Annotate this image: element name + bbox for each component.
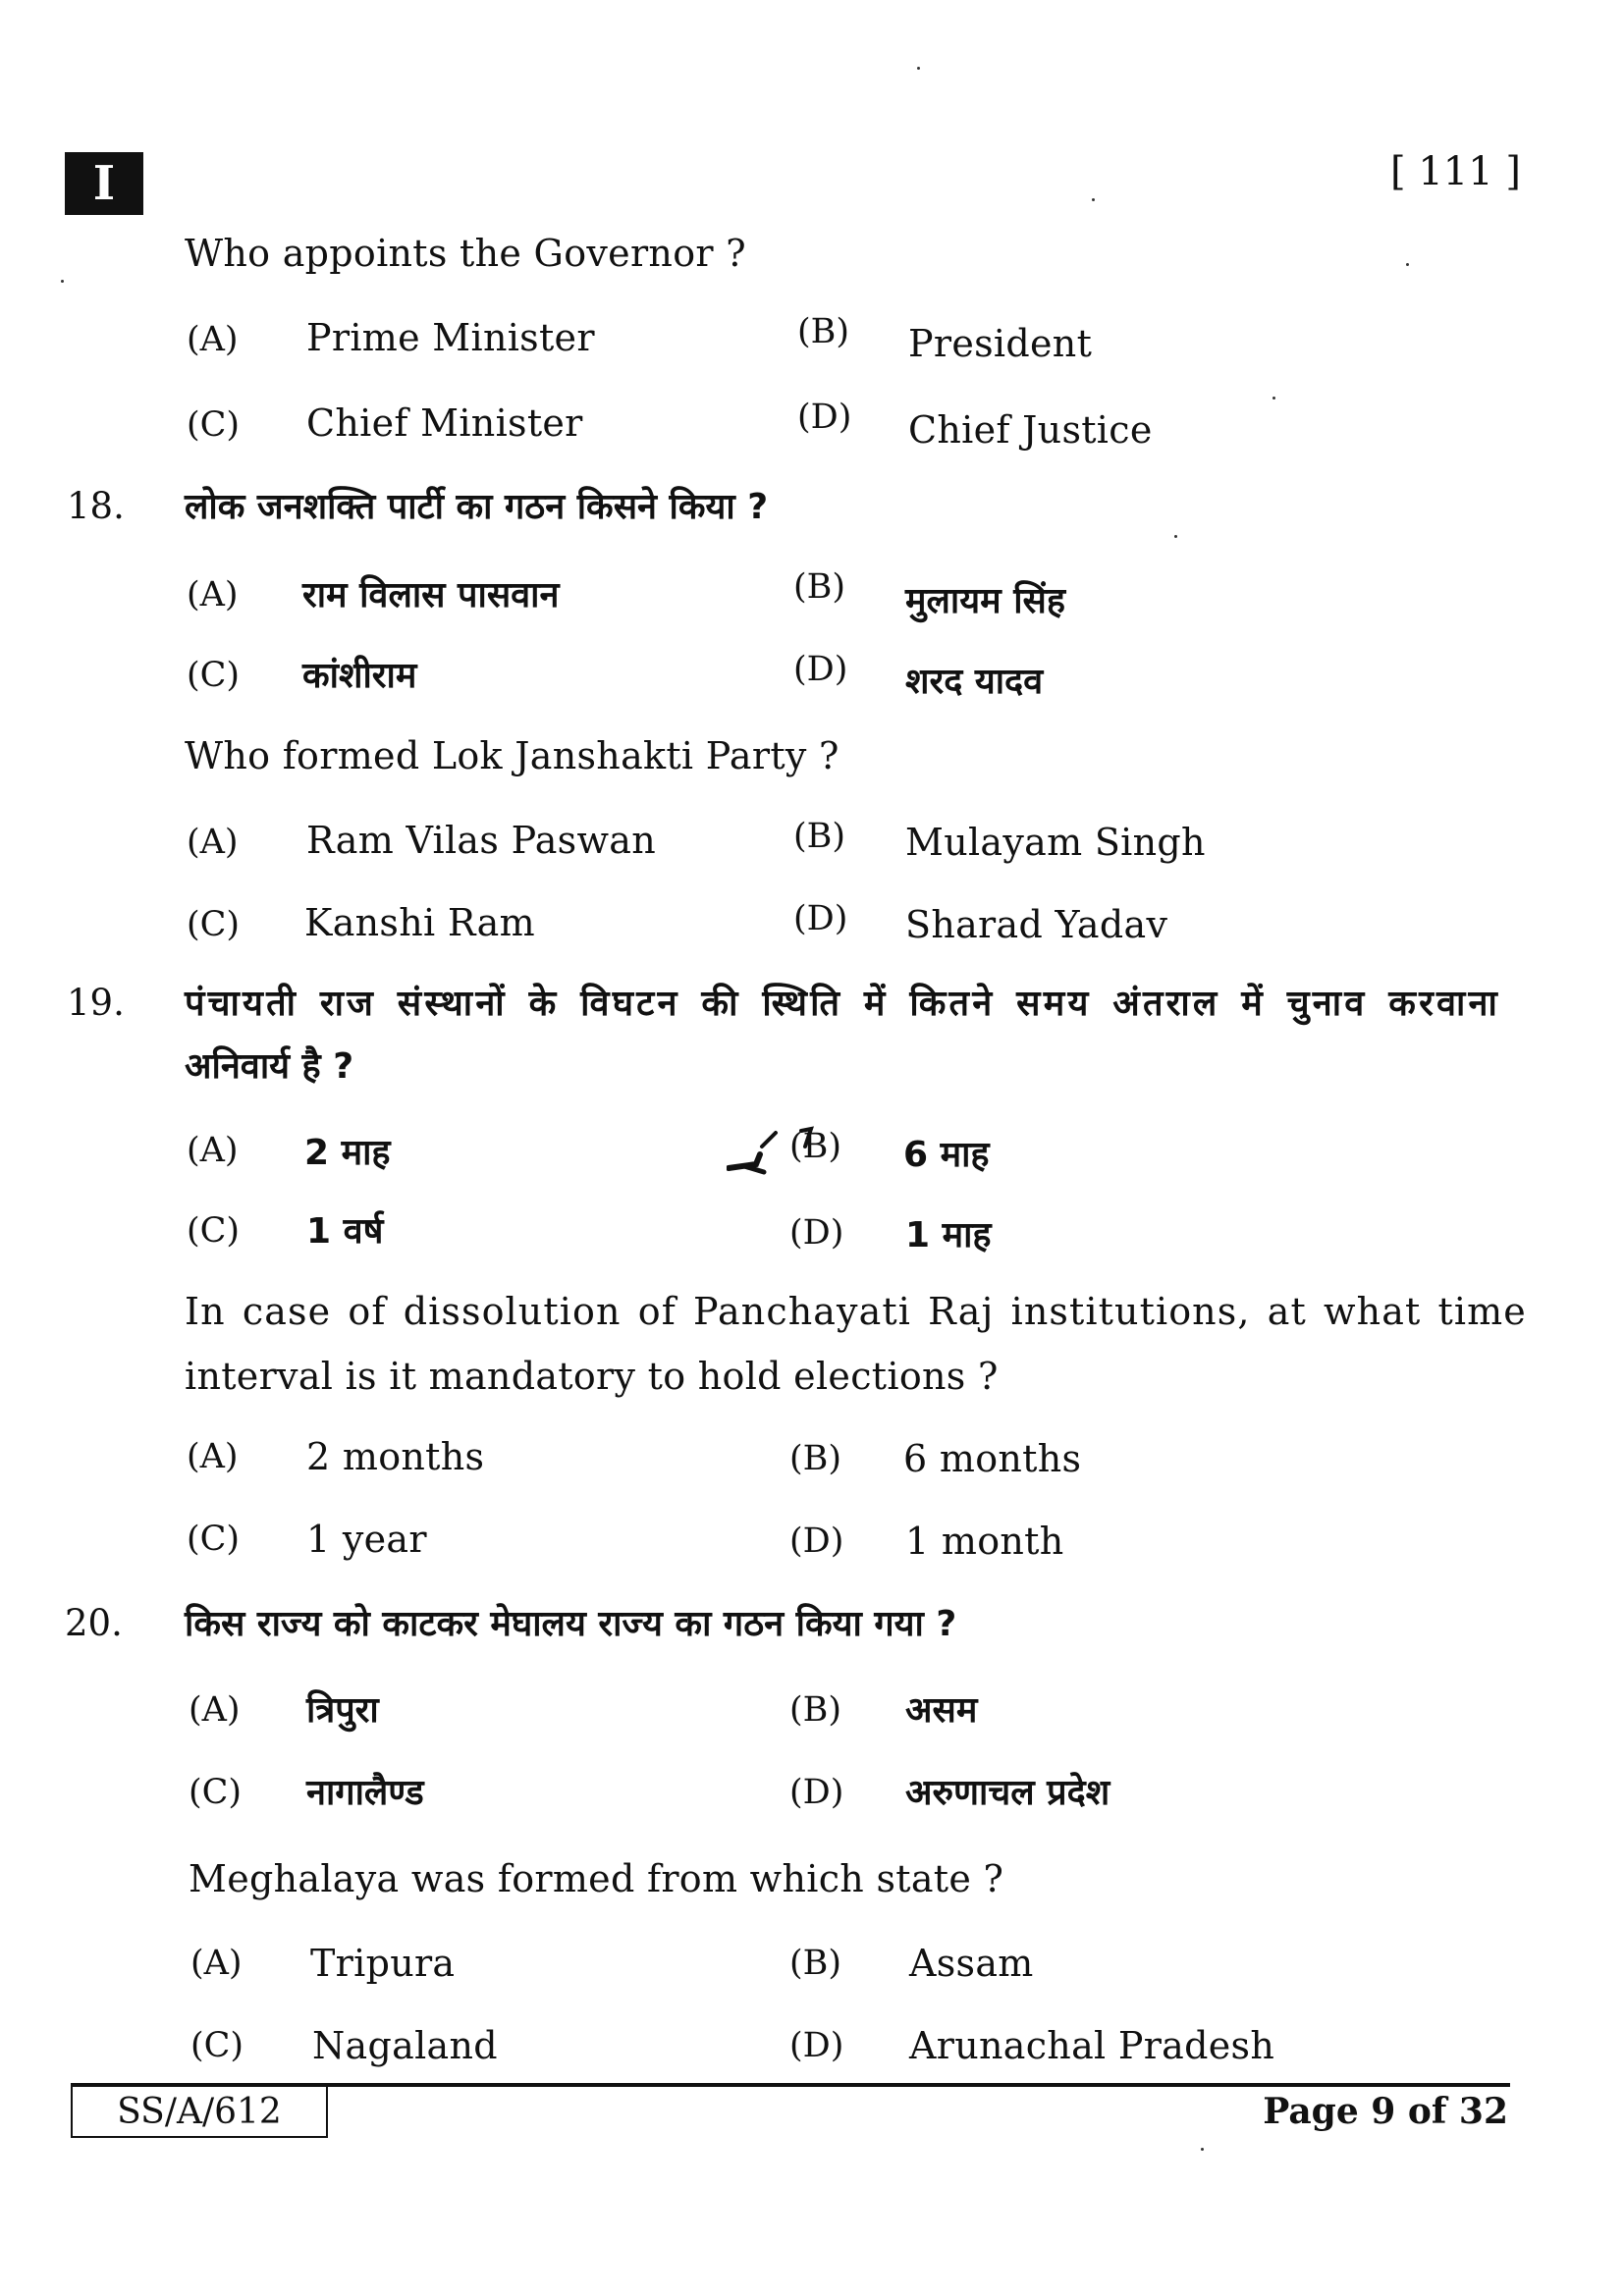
q20-hi-option-b-text: असम: [905, 1690, 978, 1731]
question-17-english-text: Who appoints the Governor ?: [185, 232, 746, 275]
q20-hi-option-c-text: नागालैण्ड: [306, 1773, 424, 1813]
q18-hi-option-c-label: (C): [187, 656, 241, 695]
q18-en-option-d-text: Sharad Yadav: [905, 903, 1168, 946]
q19-en-option-a-text: 2 months: [306, 1435, 485, 1478]
question-20-hindi-text: किस राज्य को काटकर मेघालय राज्य का गठन किया गया ?: [185, 1604, 957, 1644]
question-18-english-text: Who formed Lok Janshakti Party ?: [185, 734, 839, 777]
question-19-number: 19.: [67, 982, 125, 1024]
q19-en-option-d-label: (D): [789, 1522, 844, 1561]
q17-option-c-label: (C): [187, 405, 241, 445]
q17-option-a-text: Prime Minister: [306, 316, 595, 359]
q19-hi-option-c-text: 1 वर्ष: [306, 1211, 384, 1252]
question-19-hindi-line1: पंचायती राज संस्थानों के विघटन की स्थिति में कितने समय अंतराल में चुनाव करवाना: [185, 984, 1501, 1024]
q17-option-b-text: President: [908, 322, 1093, 365]
q20-en-option-a-label: (A): [190, 1944, 243, 1983]
q18-en-option-d-label: (D): [793, 899, 848, 938]
q19-en-option-a-label: (A): [187, 1437, 239, 1476]
q20-en-option-b-text: Assam: [909, 1942, 1034, 1985]
q20-en-option-c-label: (C): [190, 2026, 244, 2065]
question-19-english-line2: interval is it mandatory to hold elections ?: [185, 1355, 999, 1398]
q20-hi-option-b-label: (B): [789, 1690, 842, 1730]
q18-en-option-c-label: (C): [187, 905, 241, 944]
question-19-hindi-line2: अनिवार्य है ?: [185, 1046, 354, 1087]
footer-paper-code: SS/A/612: [71, 2087, 328, 2138]
q20-hi-option-a-text: त्रिपुरा: [306, 1690, 379, 1731]
q18-en-option-a-text: Ram Vilas Paswan: [306, 819, 657, 862]
q18-hi-option-c-text: कांशीराम: [302, 656, 417, 696]
scan-speck: [917, 67, 920, 70]
q20-en-option-d-text: Arunachal Pradesh: [909, 2024, 1275, 2067]
q20-en-option-c-text: Nagaland: [312, 2024, 498, 2067]
q18-hi-option-a-label: (A): [187, 575, 239, 614]
scan-speck: [1272, 397, 1275, 400]
q19-en-option-b-label: (B): [789, 1439, 842, 1478]
q20-en-option-d-label: (D): [789, 2026, 844, 2065]
paper-code: [ 111 ]: [1390, 149, 1521, 194]
q19-hi-option-b-label: (B): [789, 1127, 842, 1166]
scan-speck: [1406, 263, 1409, 266]
set-label-badge: I: [65, 152, 143, 215]
q17-option-b-label: (B): [797, 312, 850, 351]
q20-en-option-b-label: (B): [789, 1944, 842, 1983]
scan-speck: [1174, 535, 1177, 538]
question-18-hindi-text: लोक जनशक्ति पार्टी का गठन किसने किया ?: [185, 487, 769, 527]
q18-en-option-b-text: Mulayam Singh: [905, 821, 1206, 864]
q19-hi-option-c-label: (C): [187, 1211, 241, 1251]
q20-hi-option-c-label: (C): [189, 1773, 243, 1812]
q20-en-option-a-text: Tripura: [310, 1942, 456, 1985]
q19-hi-option-d-text: 1 माह: [905, 1215, 992, 1255]
question-19-english-line1: In case of dissolution of Panchayati Raj institutions, at what time: [185, 1290, 1527, 1333]
scan-speck: [61, 280, 64, 283]
q19-en-option-d-text: 1 month: [905, 1520, 1064, 1563]
q18-en-option-a-label: (A): [187, 823, 239, 862]
scan-speck: [1092, 198, 1095, 201]
scan-speck: [1201, 2148, 1204, 2151]
q17-option-d-label: (D): [797, 398, 852, 437]
q17-option-a-label: (A): [187, 320, 239, 359]
q18-en-option-c-text: Kanshi Ram: [304, 901, 535, 944]
q19-hi-option-a-label: (A): [187, 1131, 239, 1170]
q19-hi-option-b-text: 6 माह: [903, 1135, 990, 1175]
question-18-number: 18.: [67, 485, 125, 527]
question-20-number: 20.: [65, 1602, 123, 1644]
page-number: Page 9 of 32: [1263, 2091, 1508, 2132]
q19-hi-option-a-text: 2 माह: [304, 1133, 391, 1173]
q18-hi-option-b-label: (B): [793, 567, 846, 607]
q19-hi-option-d-label: (D): [789, 1213, 844, 1253]
q17-option-c-text: Chief Minister: [306, 401, 583, 445]
q18-hi-option-a-text: राम विलास पासवान: [302, 575, 560, 615]
q18-hi-option-d-text: शरद यादव: [905, 662, 1044, 702]
q18-en-option-b-label: (B): [793, 817, 846, 856]
q18-hi-option-d-label: (D): [793, 650, 848, 689]
q20-hi-option-d-text: अरुणाचल प्रदेश: [905, 1773, 1110, 1813]
q19-en-option-b-text: 6 months: [903, 1437, 1082, 1480]
q20-hi-option-d-label: (D): [789, 1773, 844, 1812]
question-20-english-text: Meghalaya was formed from which state ?: [189, 1857, 1004, 1900]
q17-option-d-text: Chief Justice: [908, 408, 1153, 452]
q18-hi-option-b-text: मुलायम सिंह: [905, 581, 1065, 621]
q19-en-option-c-text: 1 year: [306, 1518, 427, 1561]
q19-en-option-c-label: (C): [187, 1520, 241, 1559]
q20-hi-option-a-label: (A): [189, 1690, 241, 1730]
